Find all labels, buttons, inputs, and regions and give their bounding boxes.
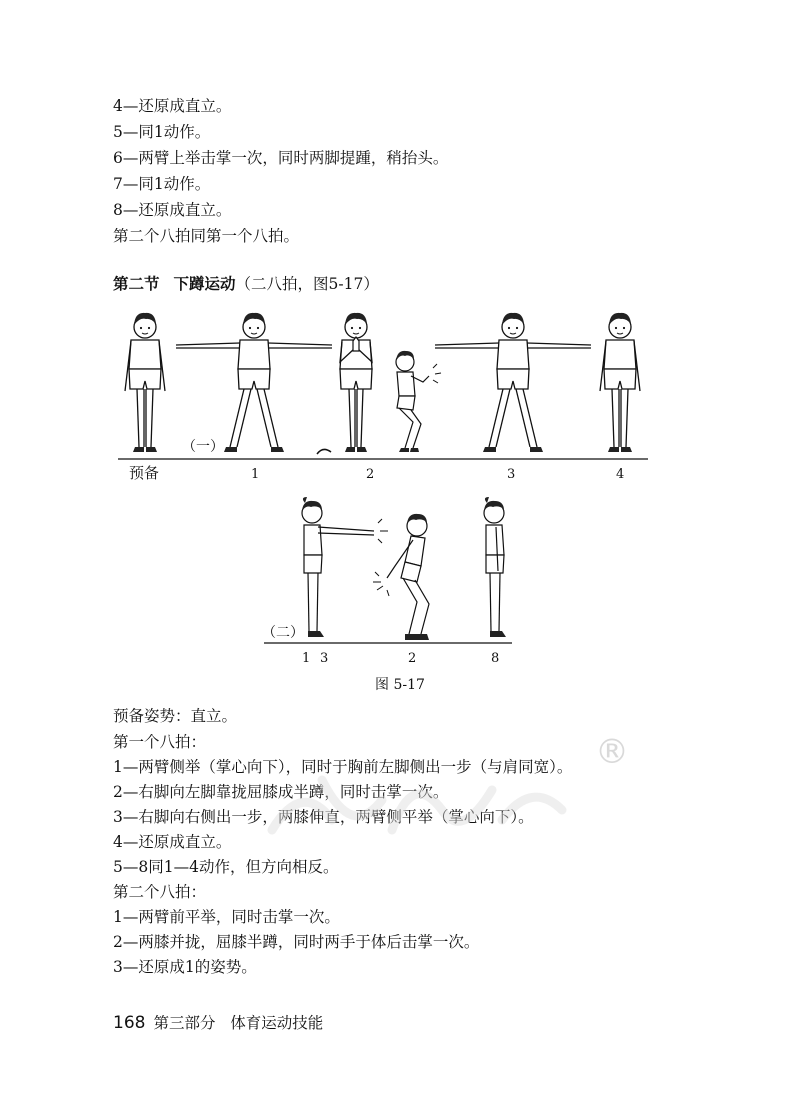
body-line: 第二个八拍同第一个八拍。	[113, 227, 300, 245]
figure-row2-stand-side	[484, 497, 506, 637]
body-line: 1—两臂侧举（掌心向下），同时于胸前左脚侧出一步（与肩同宽）。	[113, 758, 573, 776]
row-2-label: （二）	[262, 625, 304, 641]
beat-label: 4	[616, 467, 625, 482]
body-line: 4—还原成直立。	[113, 833, 232, 851]
figure-beat-4-stand	[600, 313, 640, 452]
figure-caption: 图 5-17	[375, 677, 425, 693]
beat-label: 3	[507, 467, 516, 482]
figure-row2-squat-back-clap	[373, 514, 429, 640]
figure-row2-arms-front	[302, 497, 388, 637]
figure-beat-2-squat-side	[396, 351, 441, 452]
body-line: 1—两臂前平举，同时击掌一次。	[113, 908, 340, 926]
beat-label: 1	[251, 467, 260, 482]
body-line: 3—右脚向右侧出一步，两膝伸直，两臂侧平举（掌心向下）。	[113, 808, 534, 826]
figure-beat-3-arms-side	[435, 313, 591, 452]
beat-label: 1	[302, 651, 311, 666]
body-line: 预备姿势：直立。	[113, 707, 238, 725]
figure-ready-stance	[125, 313, 165, 452]
section-number: 第二节	[113, 275, 160, 293]
body-line: 7—同1动作。	[113, 175, 211, 193]
body-line: 5—8同1—4动作，但方向相反。	[113, 858, 339, 876]
figure-beat-2-clap-front	[340, 313, 372, 452]
figure-beat-1-arms-side	[176, 313, 332, 452]
footer-title: 体育运动技能	[230, 1014, 324, 1032]
body-line: 第一个八拍：	[113, 733, 207, 751]
body-line: 2—两膝并拢，屈膝半蹲，同时两手于体后击掌一次。	[113, 933, 480, 951]
body-line: 2—右脚向左脚靠拢屈膝成半蹲，同时击掌一次。	[113, 783, 449, 801]
beat-label: 2	[408, 651, 417, 666]
beat-label: 3	[320, 651, 329, 666]
body-line: 4—还原成直立。	[113, 97, 232, 115]
body-line: 第二个八拍：	[113, 883, 207, 901]
page-footer	[113, 1011, 323, 1033]
body-line: 8—还原成直立。	[113, 201, 232, 219]
registered-mark-icon: ®	[595, 732, 629, 772]
body-line: 6—两臂上举击掌一次，同时两脚提踵，稍抬头。	[113, 149, 449, 167]
watermark-logo-icon	[262, 760, 592, 850]
beat-label: 2	[366, 467, 375, 482]
body-line: 5—同1动作。	[113, 123, 211, 141]
row-1-label: （一）	[182, 439, 224, 455]
beat-label: 预备	[129, 464, 160, 482]
step-arrow-icon	[317, 449, 331, 454]
body-line: 3—还原成1的姿势。	[113, 958, 257, 976]
section-name: 下蹲运动	[173, 275, 236, 293]
page-number: 168	[113, 1013, 146, 1033]
section-note: （二八拍，图5-17）	[235, 275, 379, 293]
footer-part: 第三部分	[153, 1014, 216, 1032]
beat-label: 8	[491, 651, 500, 666]
